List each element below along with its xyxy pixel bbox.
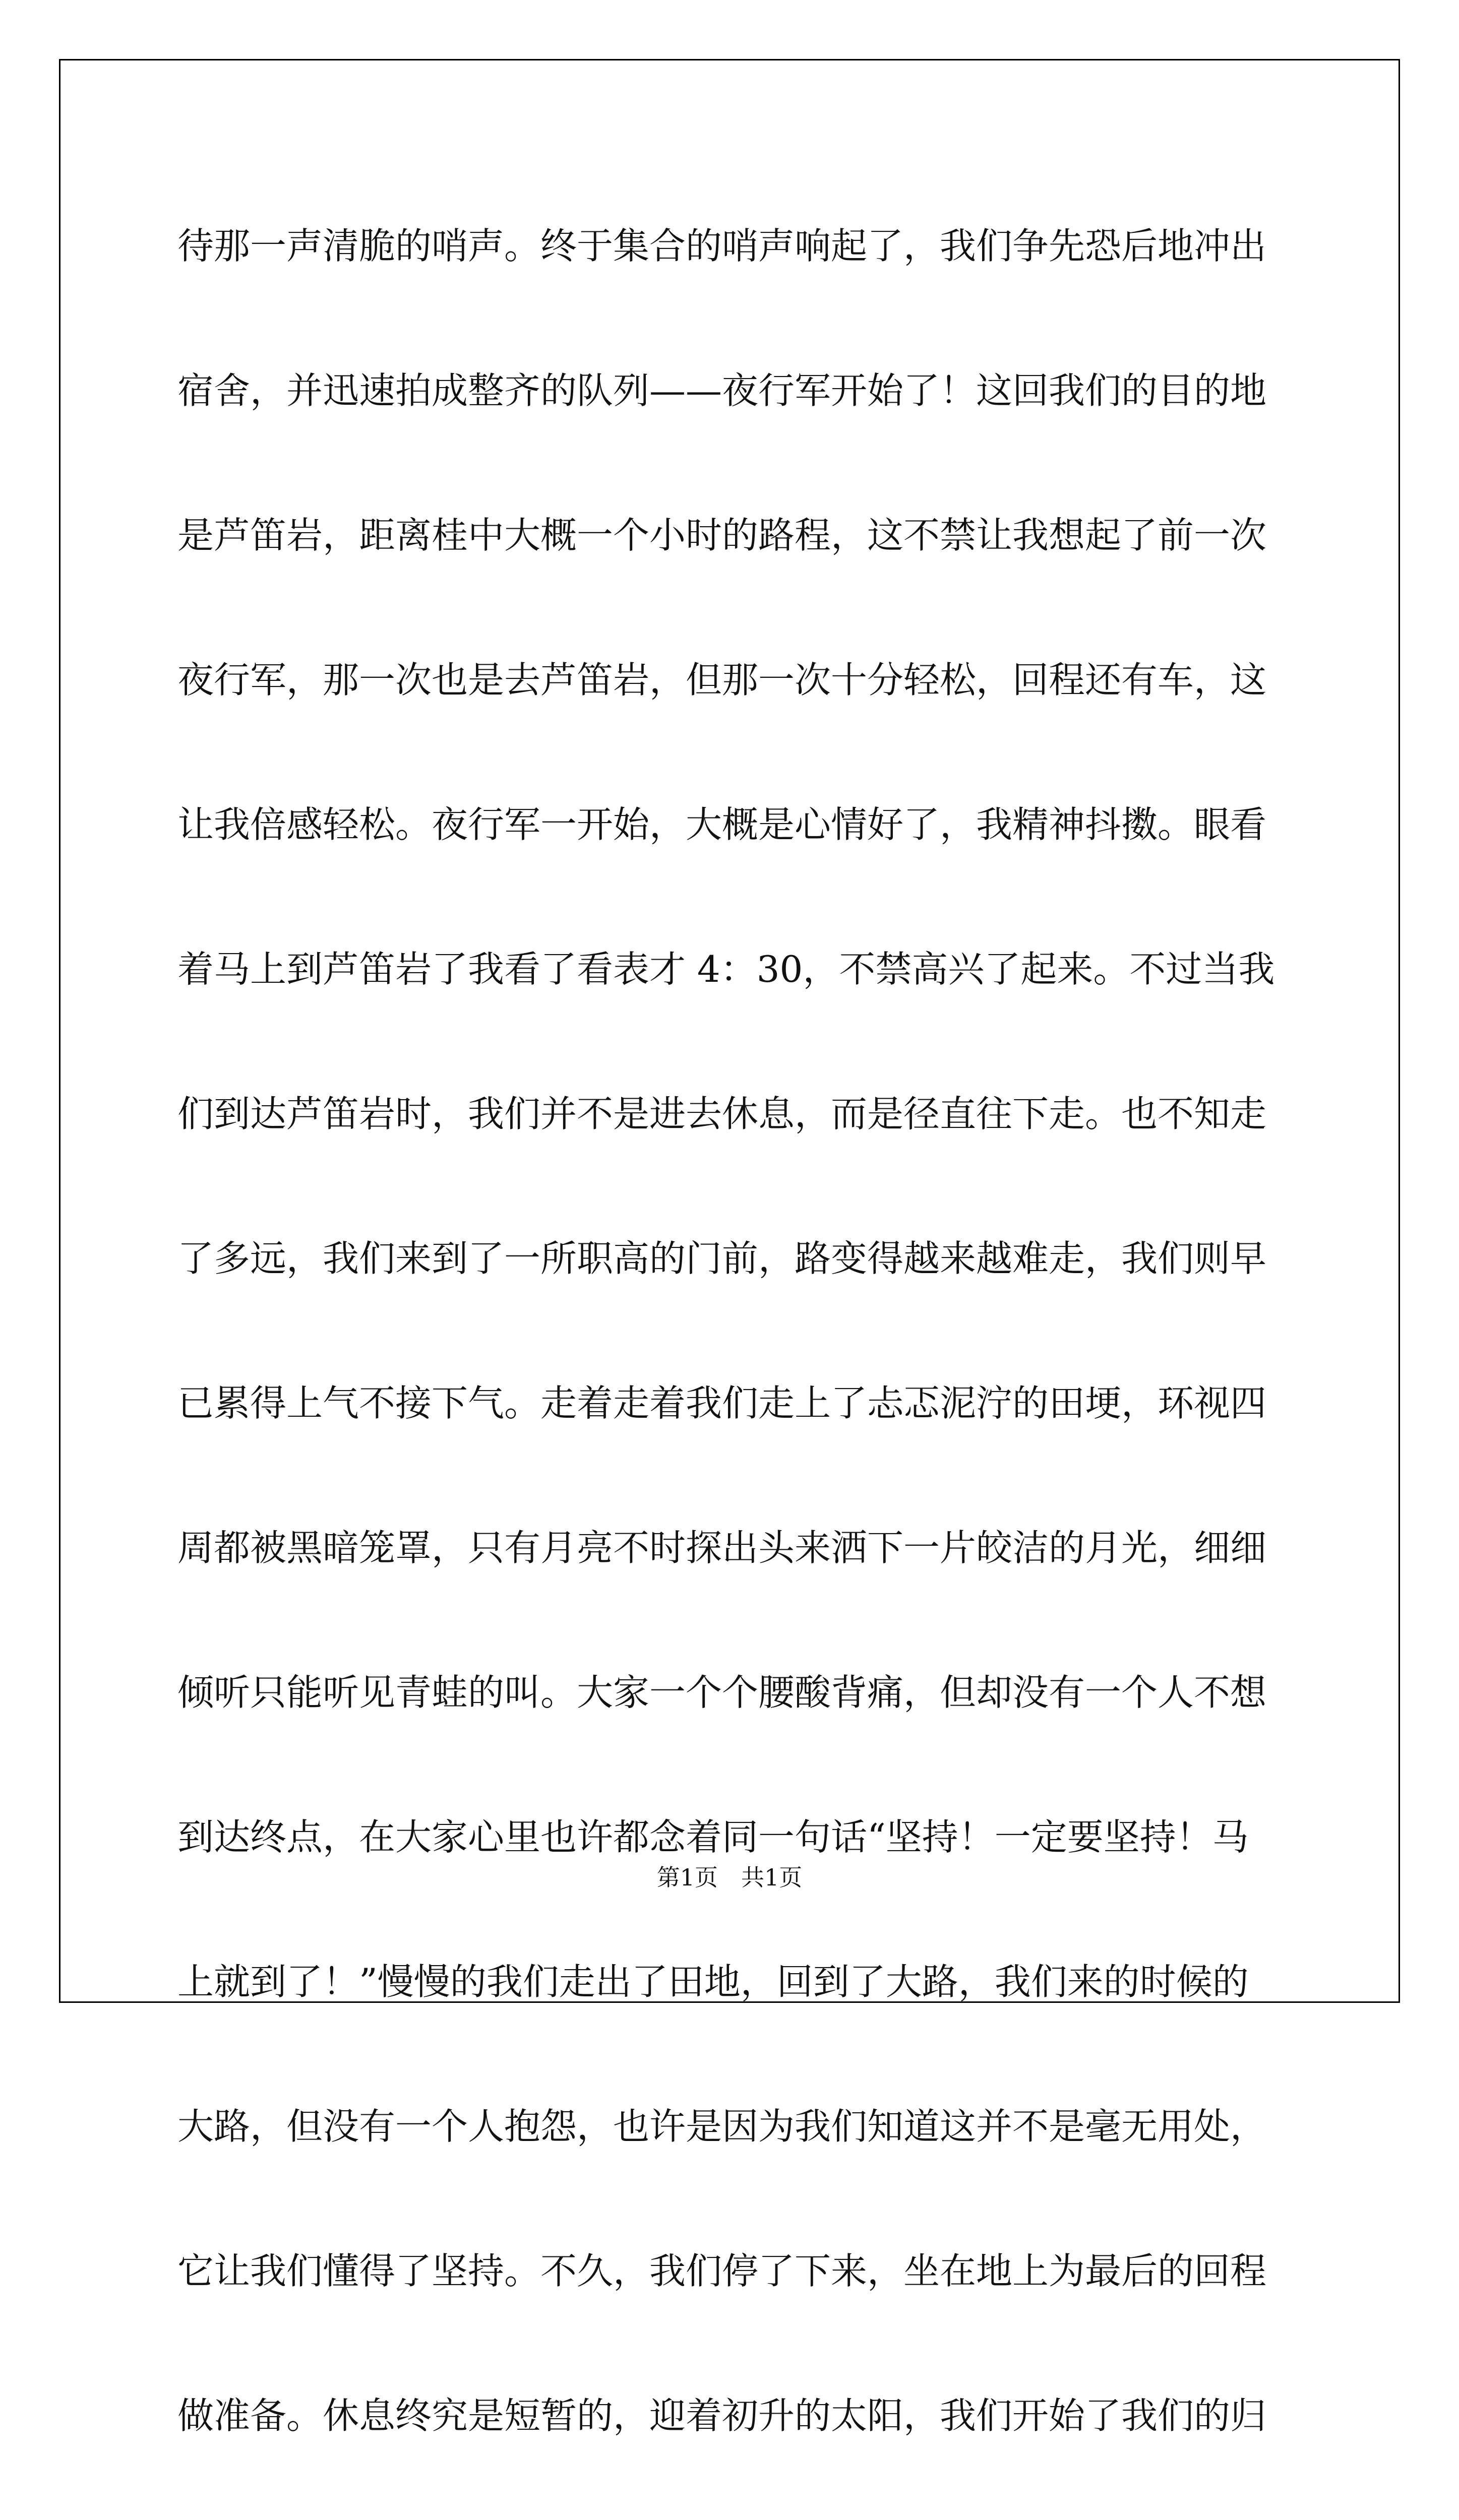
text-line: 已累得上气不接下气。走着走着我们走上了忐忑泥泞的田埂，环视四 xyxy=(177,1382,1267,1424)
text-line: 让我倍感轻松。夜行军一开始，大概是心情好了，我精神抖擞。眼看 xyxy=(177,803,1267,846)
text-line: 着马上到芦笛岩了我看了看表才 4：30，不禁高兴了起来。不过当我 xyxy=(177,948,1275,990)
page-number-footer: 第1页 共1页 xyxy=(656,1864,803,1891)
text-line: 周都被黑暗笼罩，只有月亮不时探出头来洒下一片皎洁的月光，细细 xyxy=(177,1527,1267,1569)
text-line xyxy=(177,2488,1287,2520)
text-line: 夜行军，那一次也是去芦笛岩，但那一次十分轻松，回程还有车，这 xyxy=(177,659,1267,701)
text-line: 它让我们懂得了坚持。不久，我们停了下来，坐在地上为最后的回程 xyxy=(177,2250,1267,2292)
text-line: 到达终点，在大家心里也许都念着同一句话“坚持！一定要坚持！马 xyxy=(177,1816,1249,1858)
text-line: 倾听只能听见青蛙的叫。大家一个个腰酸背痛，但却没有一个人不想 xyxy=(177,1671,1267,1714)
text-line: 大路，但没有一个人抱怨，也许是因为我们知道这并不是毫无用处， xyxy=(177,2105,1267,2148)
text-line: 上就到了！”慢慢的我们走出了田地，回到了大路，我们来的时候的 xyxy=(177,1961,1249,2003)
text-line: 是芦笛岩，距离桂中大概一个小时的路程，这不禁让我想起了前一次 xyxy=(177,514,1267,556)
text-line: 们到达芦笛岩时，我们并不是进去休息，而是径直往下走。也不知走 xyxy=(177,1093,1267,1135)
text-line: 宿舍，并迅速拍成整齐的队列——夜行军开始了！这回我们的目的地 xyxy=(177,369,1267,412)
text-line: 待那一声清脆的哨声。终于集合的哨声响起了，我们争先恐后地冲出 xyxy=(177,225,1267,267)
document-body xyxy=(177,174,1287,2520)
text-line: 做准备。休息终究是短暂的，迎着初升的太阳，我们开始了我们的归 xyxy=(177,2395,1267,2437)
text-line: 了多远，我们来到了一所职高的门前，路变得越来越难走，我们则早 xyxy=(177,1237,1267,1280)
